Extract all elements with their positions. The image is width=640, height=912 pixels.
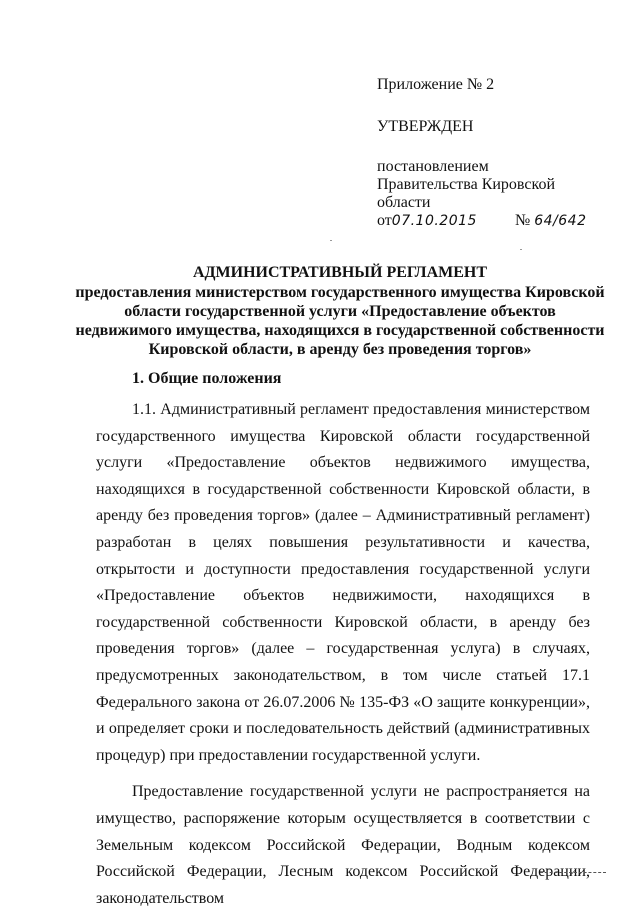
document-title xyxy=(70,263,610,359)
section-heading: 1. Общие положения xyxy=(132,370,282,387)
title-line-2: области государственной услуги «Предоставление объектов xyxy=(124,303,556,320)
approved-by-line-2: Правительства Кировской xyxy=(377,176,556,193)
page-footer-mark xyxy=(540,872,606,873)
title-line-4: Кировской области, в аренду без проведения торгов» xyxy=(148,341,532,358)
paragraph-1: 1.1. Административный регламент предоставления министерством государственного имущества Кировской области государственной услуги «Предоставление объектов недвижимого имущества, находящихся в государственной собственности Кировской области, в аренду без проведения торгов» (далее – Административный регламент) разработан в целях повышения результативности и качества, открытости и доступности предоставления государственной услуги «Предоставление объектов недвижимости, находящихся в государственной собственности Кировской области, в аренду без проведения торгов» (далее – государственная услуга) в случаях, предусмотренных законодательством, в том числе статьей 17.1 Федерального закона от 26.07.2006 № 135-ФЗ «О защите конкуренции», и определяет сроки и последовательность действий (административных процедур) при предоставлении государственной услуги. xyxy=(96,401,590,764)
approved-by-line-1: постановлением xyxy=(377,158,489,175)
approved-label: УТВЕРЖДЕН xyxy=(377,118,474,135)
handwritten-date: 07.10.2015 xyxy=(391,213,477,229)
number-label: № xyxy=(514,212,531,229)
title-line-3: недвижимого имущества, находящихся в государственной собственности xyxy=(75,322,605,339)
date-prefix: от xyxy=(377,212,392,229)
handwritten-number: 64/642 xyxy=(534,213,587,229)
title-line-1: предоставления министерством государственного имущества Кировской xyxy=(75,284,605,301)
approved-by-line-3: области xyxy=(377,194,431,211)
appendix-number: Приложение № 2 xyxy=(377,76,495,93)
scan-speck xyxy=(520,249,522,250)
resolution-date-line xyxy=(377,212,617,230)
scan-speck xyxy=(330,240,332,241)
paragraph-2: Предоставление государственной услуги не распространяется на имущество, распоряжение которым осуществляется в соответствии с Земельным кодексом Российской Федерации, Водным кодексом Российской Федерации, Лесным кодексом Российской Федерации, законодательством xyxy=(96,783,590,907)
approval-block xyxy=(377,76,617,230)
title-heading: АДМИНИСТРАТИВНЫЙ РЕГЛАМЕНТ xyxy=(192,264,488,281)
body-text xyxy=(96,397,590,912)
